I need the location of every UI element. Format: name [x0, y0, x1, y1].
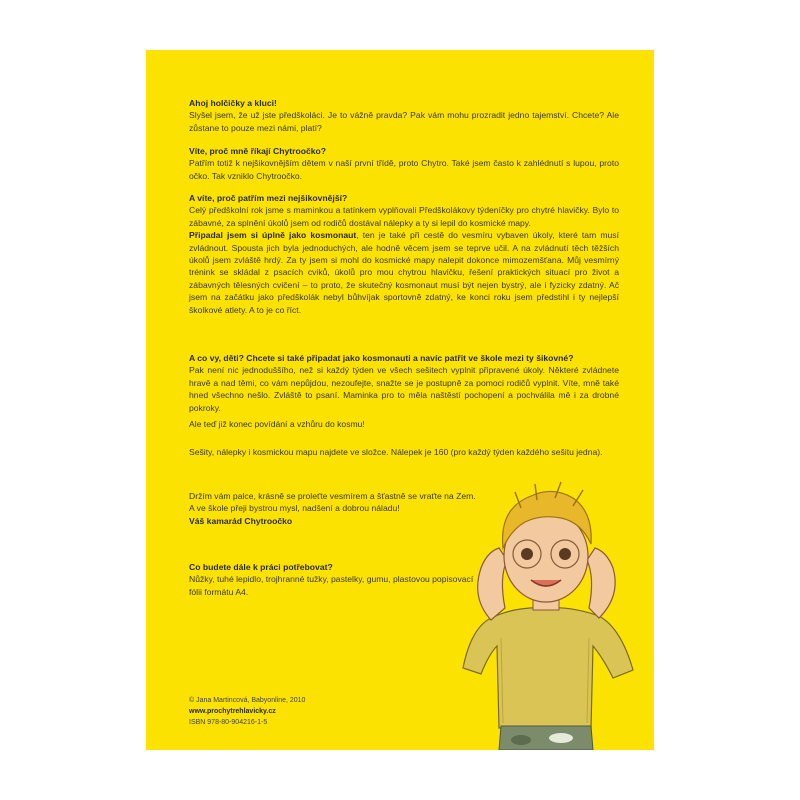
- needs-heading: Co budete dále k práci potřebovat?: [189, 562, 333, 572]
- copyright: © Jana Martincová, Babyonline, 2010: [189, 697, 306, 704]
- farewell-line2: A ve škole přeji bystrou mysl, nadšení a dobrou náladu!: [189, 503, 400, 514]
- book-back-cover: [146, 50, 654, 750]
- farewell-line1: Držím vám palce, krásně se proleťte vesmírem a šťastně se vraťte na Zem.: [189, 491, 476, 501]
- needs-text: Nůžky, tuhé lepidlo, trojhranné tužky, pastelky, gumu, plastovou popisovací fólii formátu A4.: [189, 574, 474, 597]
- you-too-section: [189, 352, 619, 430]
- why-name-text: Patřím totiž k nejšikovnějším dětem v naší první třídě, proto Chytro. Také jsem často k zahlédnutí s lupou, proto očko. Tak vzniklo Chytroočko.: [189, 158, 619, 181]
- signature: Váš kamarád Chytroočko: [189, 515, 293, 526]
- why-name-heading: Víte, proč mně říkají Chytroočko?: [189, 146, 327, 156]
- intro-text: Slyšel jsem, že už jste předškoláci. Je to vážně pravda? Pak vám mohu prozradit jedno tajemství. Chcete? Ale zůstane to pouze mezi námi, platí?: [189, 110, 619, 133]
- footer: [189, 695, 305, 728]
- needs-section: [189, 561, 479, 598]
- why-best-heading: A víte, proč patřím mezi nejšikovnější?: [189, 193, 348, 203]
- why-best-text1: Celý předškolní rok jsme s maminkou a tatínkem vyplňovali Předškolákovy týdeníčky pro chytré hlavičky. Bylo to zábavné, za splnění úkolů jsem od rodičů dostával nálepky a ty si lepil do kosmické mapy.: [189, 205, 619, 228]
- you-too-text1: Pak není nic jednoduššího, než si každý týden ve všech sešitech vyplnit připravené úkoly. Některé zvládnete hravě a nad těmi, co vám nepůjdou, nezoufejte, snažte se je postupně za pomoci rodičů vyplnit. Víte, mně také hned všechno nešlo. Zvláště to psaní. Maminka pro to měla naštěstí pochopení a pochválila mě i za drobné pokroky.: [189, 365, 619, 413]
- intro-heading: Ahoj holčičky a kluci!: [189, 98, 277, 108]
- you-too-heading: A co vy, děti? Chcete si také připadat jako kosmonauti a navíc patřit ve škole mezi ty šikovné?: [189, 353, 574, 363]
- boy-illustration: [441, 478, 654, 750]
- supplies-section: [189, 446, 619, 458]
- isbn: ISBN 978-80-904216-1-5: [189, 719, 268, 726]
- intro-section: [189, 97, 619, 134]
- why-name-section: [189, 145, 619, 182]
- why-best-text2-bold: Připadal jsem si úplně jako kosmonaut: [189, 230, 357, 241]
- supplies-text: Sešity, nálepky i kosmickou mapu najdete ve složce. Nálepek je 160 (pro každý týden každého sešitu jedna).: [189, 447, 603, 457]
- why-best-section: [189, 192, 619, 316]
- website: www.prochytrehlavicky.cz: [189, 708, 276, 715]
- why-best-text2-rest: , ten je také při cestě do vesmíru vybaven úkoly, které tam musí zvládnout. Spousta jich byla jednoduchých, ale hodně věcem jsem se teprve učil. A na zvládnutí těch těžších úkolů jsem zvláště hrdý. Za ty jsem si mohl do kosmické mapy nalepit dokonce mimozemšťana. Můj vesmírný trénink se skládal z psacích cviků, úkolů pro mou chytrou hlavičku, řešení praktických situací pro život a zábavných tělesných cvičení – to proto, že skutečný kosmonaut musí být nejen bystrý, ale i fyzicky zdatný. Ač jsem na začátku jako předškolák nebyl bůhvíjak sportovně zdatný, ke konci roku jsem předstihl i ty nejlepší školkové atlety. A to je co říct.: [189, 230, 619, 315]
- you-too-text2: Ale teď již konec povídání a vzhůru do kosmu!: [189, 419, 365, 430]
- why-best-text2: [189, 229, 619, 316]
